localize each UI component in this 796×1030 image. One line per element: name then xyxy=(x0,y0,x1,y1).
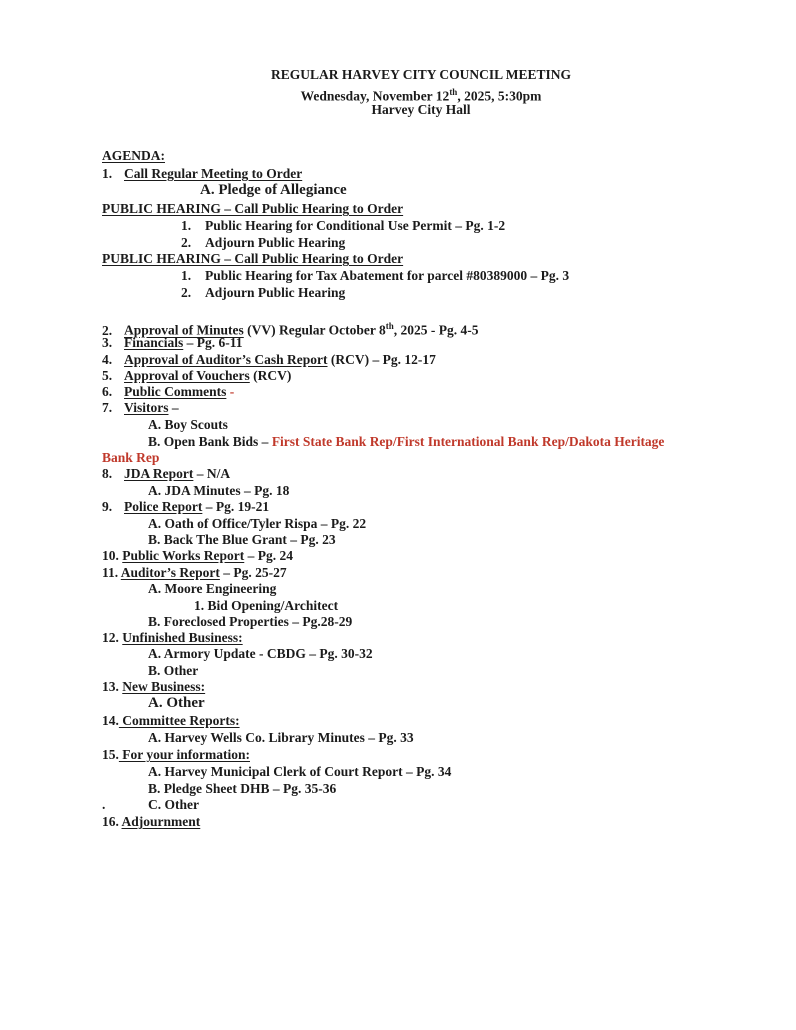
item-title: Adjournment xyxy=(121,814,201,829)
item-number: 8. xyxy=(102,466,113,481)
agenda-item-8 xyxy=(102,465,230,482)
meeting-date-text: Wednesday, November 12 xyxy=(300,88,450,104)
agenda-subitem: C. Other xyxy=(148,797,199,812)
item-number: 1. xyxy=(181,268,192,283)
meeting-title: REGULAR HARVEY CITY COUNCIL MEETING xyxy=(270,67,572,82)
agenda-subsubitem: 1. Bid Opening/Architect xyxy=(194,598,339,613)
item-title: Call Regular Meeting to Order xyxy=(124,166,303,181)
item-number: 3. xyxy=(102,335,113,350)
meeting-date-suffix: th xyxy=(449,87,458,97)
item-number: 6. xyxy=(102,384,113,399)
agenda-subitem: A. JDA Minutes – Pg. 18 xyxy=(148,483,290,498)
item-number: 2. xyxy=(181,285,192,300)
item-title: Approval of Vouchers xyxy=(124,368,250,383)
meeting-date-time: , 2025, 5:30pm xyxy=(457,88,542,104)
agenda-item-10 xyxy=(102,547,293,564)
item-title: Approval of Minutes xyxy=(124,322,244,338)
agenda-item-15 xyxy=(102,746,250,763)
agenda-item-9 xyxy=(102,498,269,515)
agenda-subitem: A. Moore Engineering xyxy=(148,581,277,596)
agenda-subitem: A. Harvey Municipal Clerk of Court Report – Pg. 34 xyxy=(148,764,452,779)
item-text: Public Hearing for Conditional Use Permit – Pg. 1-2 xyxy=(205,218,506,233)
public-hearing-1-item-2 xyxy=(181,234,345,251)
item-dash: - xyxy=(226,384,235,399)
agenda-item-5 xyxy=(102,367,291,384)
agenda-subitem: A. Armory Update - CBDG – Pg. 30-32 xyxy=(148,646,373,661)
agenda-subitem: B. Foreclosed Properties – Pg.28-29 xyxy=(148,614,353,629)
item-number: 11. xyxy=(102,565,119,580)
item-text: (VV) Regular October 8 xyxy=(243,322,386,338)
bank-reps: First State Bank Rep/First International Bank Rep/Dakota Heritage xyxy=(271,434,665,449)
public-hearing-2-item-1 xyxy=(181,267,569,284)
agenda-item-12 xyxy=(102,629,243,646)
date-suffix: th xyxy=(385,321,394,331)
item-title: Financials xyxy=(124,335,184,350)
agenda-subitem: A. Oath of Office/Tyler Rispa – Pg. 22 xyxy=(148,516,367,531)
item-number: 13. xyxy=(102,679,119,694)
item-text-end: , 2025 - Pg. 4-5 xyxy=(393,322,479,338)
item-text: – Pg. 19-21 xyxy=(202,499,270,514)
agenda-item-4 xyxy=(102,351,436,368)
meeting-location: Harvey City Hall xyxy=(371,102,471,117)
item-text: (RCV) xyxy=(249,368,292,383)
agenda-item-16 xyxy=(102,813,200,830)
item-number: 1. xyxy=(102,166,113,181)
item-number: 12. xyxy=(102,630,119,645)
agenda-item-3 xyxy=(102,334,243,351)
public-hearing-2-title: PUBLIC HEARING – Call Public Hearing to Order xyxy=(102,251,404,266)
agenda-subitem: A. Boy Scouts xyxy=(148,417,228,432)
item-text: – Pg. 24 xyxy=(244,548,294,563)
agenda-item-13 xyxy=(102,678,205,695)
item-text: Adjourn Public Hearing xyxy=(205,235,346,250)
item-title: Approval of Auditor’s Cash Report xyxy=(124,352,328,367)
item-title: New Business: xyxy=(122,679,206,694)
agenda-subitem: A. Pledge of Allegiance xyxy=(200,182,347,198)
public-hearing-1-item-1 xyxy=(181,217,505,234)
agenda-item-1 xyxy=(102,165,302,182)
item-title: Public Works Report xyxy=(122,548,245,563)
agenda-subitem: B. Back The Blue Grant – Pg. 23 xyxy=(148,532,336,547)
item-number: 2. xyxy=(102,322,113,338)
item-text: – xyxy=(168,400,179,415)
agenda-subitem: B. Pledge Sheet DHB – Pg. 35-36 xyxy=(148,781,337,796)
item-title: For your information: xyxy=(118,747,250,762)
public-hearing-1-title: PUBLIC HEARING – Call Public Hearing to Order xyxy=(102,201,404,216)
item-title: Auditor’s Report xyxy=(120,565,220,580)
item-title: Public Comments xyxy=(124,384,227,399)
item-text: B. Open Bank Bids – xyxy=(148,434,272,449)
agenda-item-11 xyxy=(102,564,287,581)
item-number: 9. xyxy=(102,499,113,514)
item-number: 14. xyxy=(102,713,119,728)
item-text: – Pg. 25-27 xyxy=(219,565,287,580)
item-number: 1. xyxy=(181,218,192,233)
agenda-subitem-bank-bids xyxy=(148,433,664,450)
agenda-item-6 xyxy=(102,383,234,400)
public-hearing-2-item-2 xyxy=(181,284,345,301)
item-title: JDA Report xyxy=(124,466,194,481)
stray-dot: . xyxy=(102,797,106,812)
agenda-subitem: A. Harvey Wells Co. Library Minutes – Pg. 33 xyxy=(148,730,414,745)
item-number: 15. xyxy=(102,747,119,762)
agenda-subitem: B. Other xyxy=(148,663,199,678)
item-title: Unfinished Business: xyxy=(122,630,243,645)
item-text: Adjourn Public Hearing xyxy=(205,285,346,300)
agenda-item-14 xyxy=(102,712,240,729)
item-number: 10. xyxy=(102,548,119,563)
item-title: Committee Reports: xyxy=(118,713,240,728)
bank-reps-continued: Bank Rep xyxy=(102,450,160,465)
agenda-label: AGENDA: xyxy=(102,148,165,163)
item-number: 16. xyxy=(102,814,119,829)
item-title: Police Report xyxy=(124,499,203,514)
agenda-item-7 xyxy=(102,399,179,416)
item-text: – Pg. 6-11 xyxy=(183,335,243,350)
item-number: 7. xyxy=(102,400,113,415)
item-number: 5. xyxy=(102,368,113,383)
item-title: Visitors xyxy=(124,400,169,415)
agenda-subitem: A. Other xyxy=(148,695,205,711)
item-number: 4. xyxy=(102,352,113,367)
item-text: – N/A xyxy=(193,466,231,481)
item-text: (RCV) – Pg. 12-17 xyxy=(327,352,436,367)
item-number: 2. xyxy=(181,235,192,250)
item-text: Public Hearing for Tax Abatement for parcel #80389000 – Pg. 3 xyxy=(205,268,570,283)
